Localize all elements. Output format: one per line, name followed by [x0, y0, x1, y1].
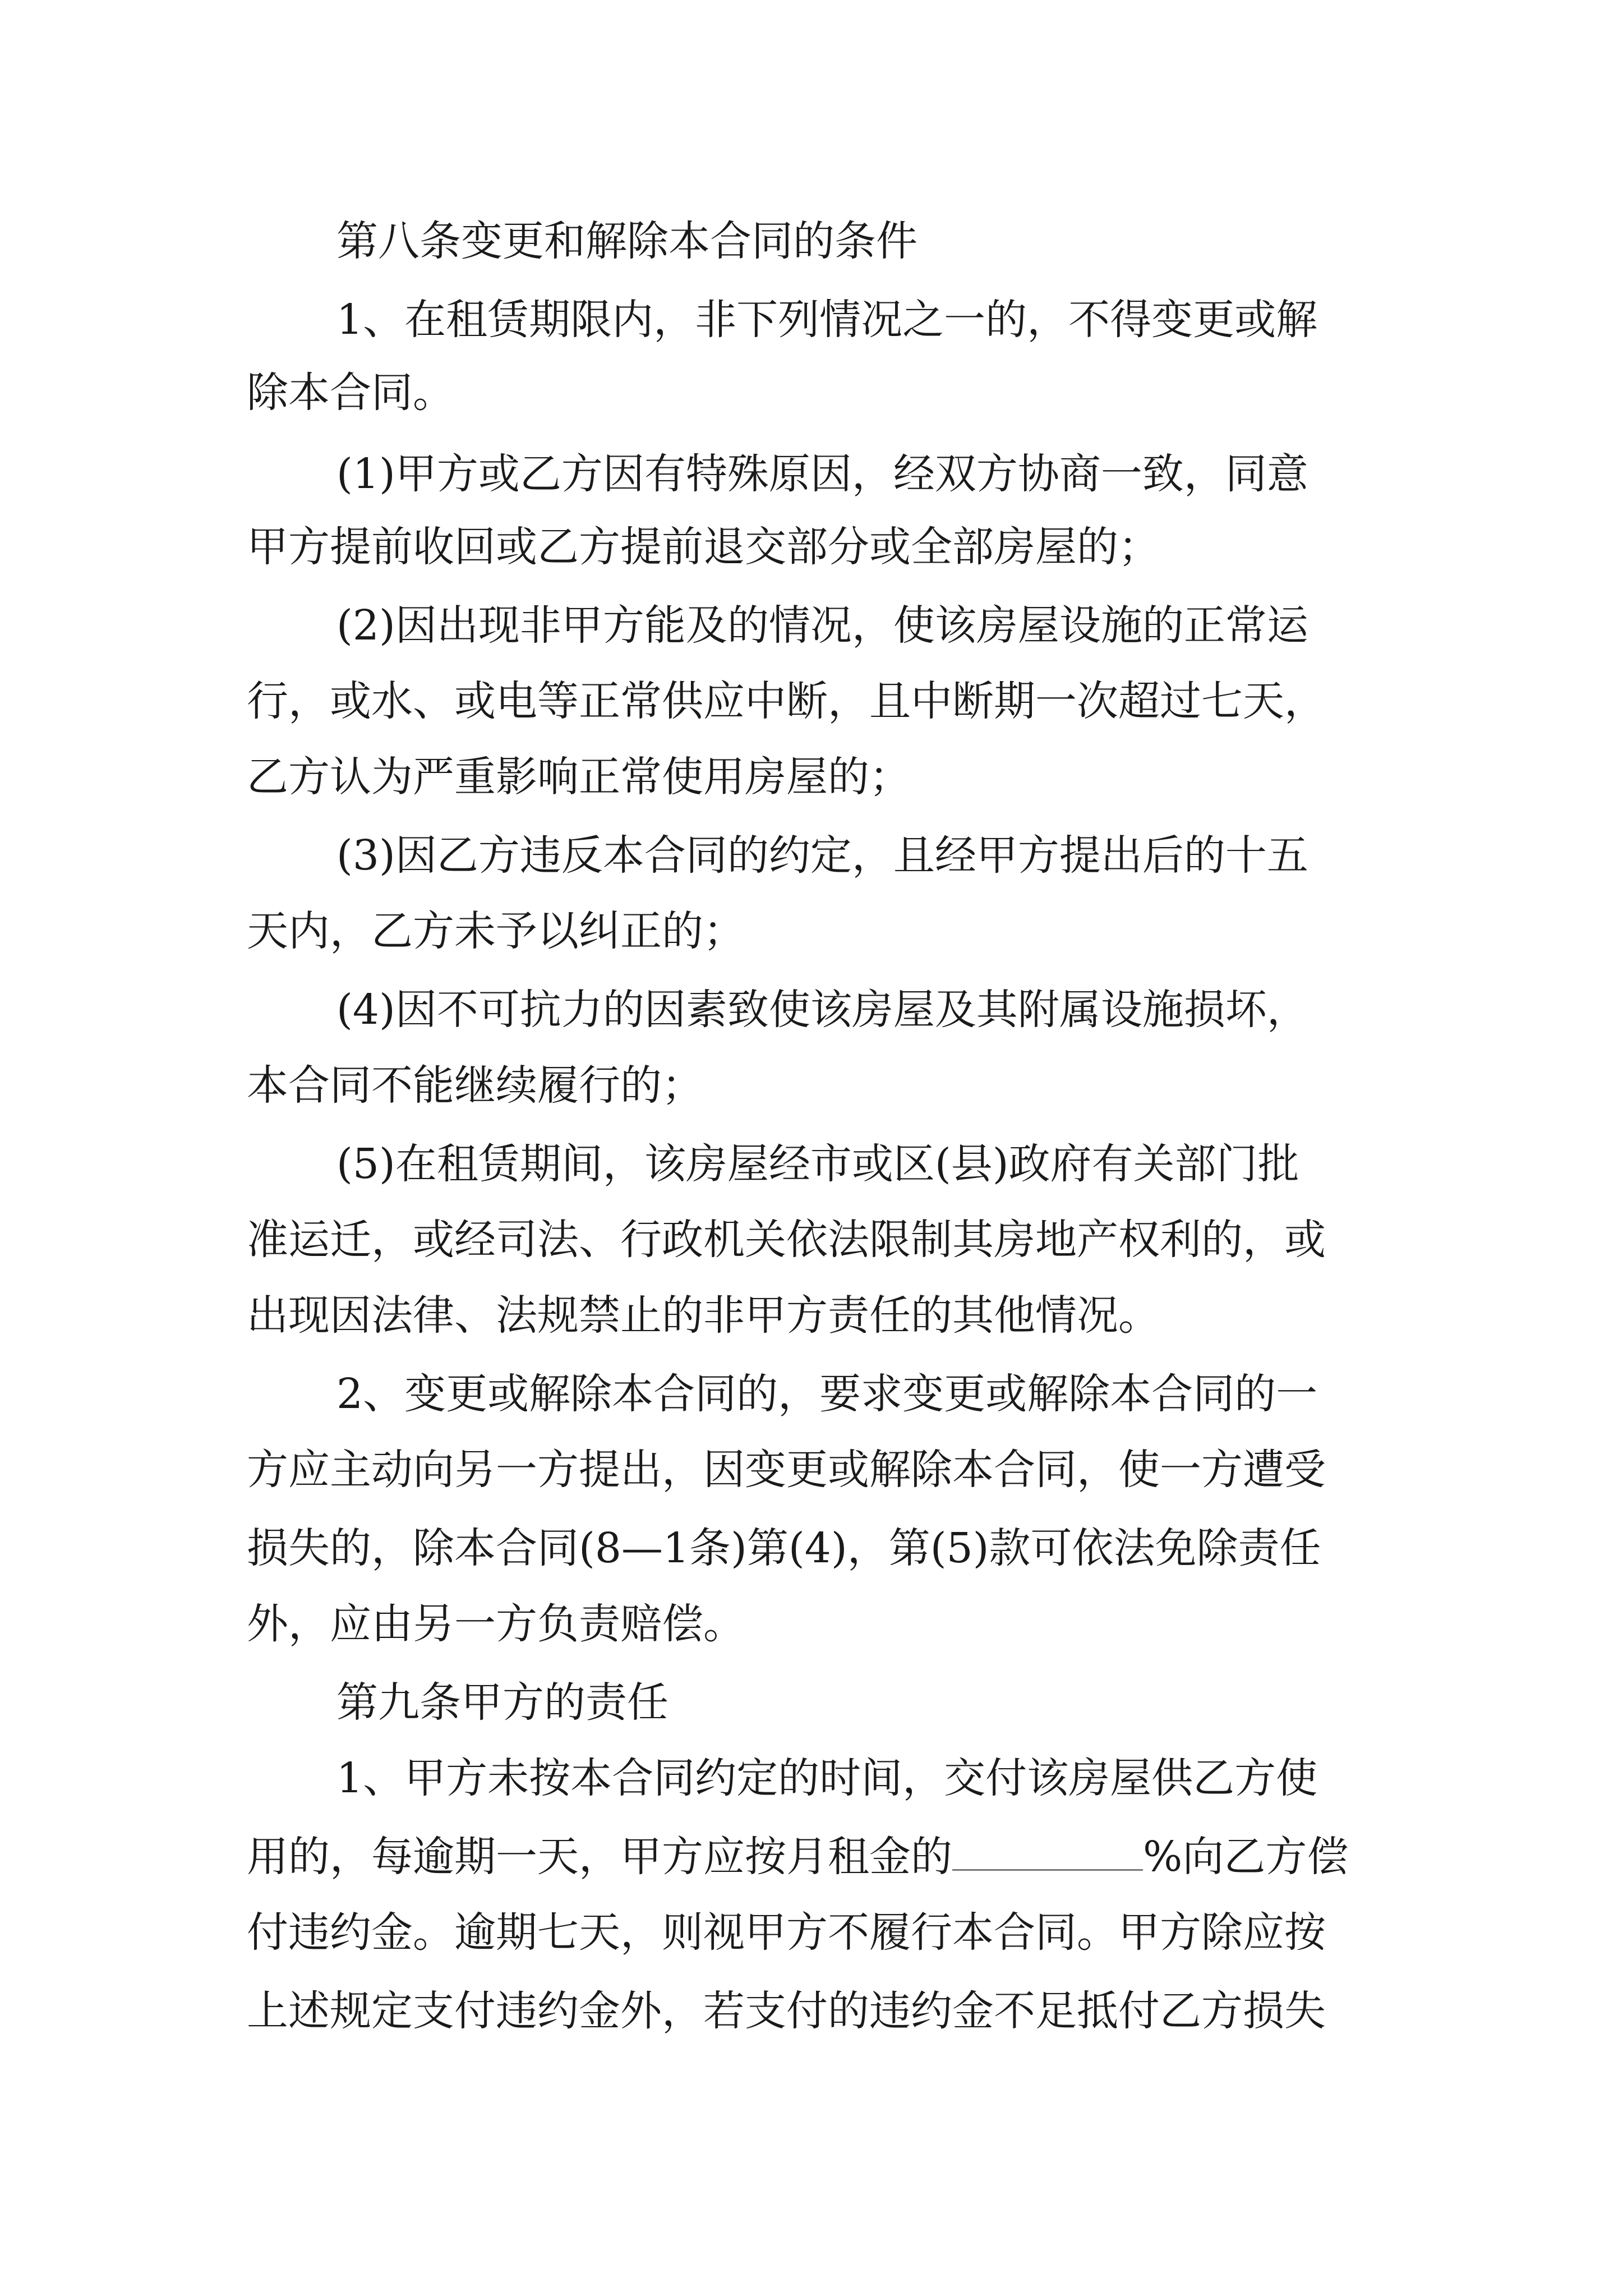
- paragraph-line: 损失的，除本合同(8—1条)第(4)，第(5)款可依法免除责任: [247, 1524, 1321, 1572]
- paragraph-line: (5)在租赁期间，该房屋经市或区(县)政府有关部门批: [336, 1140, 1299, 1188]
- paragraph-line: (3)因乙方违反本合同的约定，且经甲方提出后的十五: [336, 831, 1308, 880]
- fill-in-blank[interactable]: [952, 1832, 1143, 1871]
- paragraph-line: 出现因法律、法规禁止的非甲方责任的其他情况。: [247, 1291, 1160, 1340]
- paragraph-line: 2、变更或解除本合同的，要求变更或解除本合同的一: [336, 1370, 1318, 1418]
- paragraph-line: 除本合同。: [247, 369, 454, 417]
- paragraph-line: 方应主动向另一方提出，因变更或解除本合同，使一方遭受: [247, 1446, 1326, 1494]
- paragraph-line-with-blank: [247, 1823, 1348, 1890]
- paragraph-line: 上述规定支付违约金外，若支付的违约金不足抵付乙方损失: [247, 1987, 1326, 2035]
- text-before-blank: 用的，每逾期一天，甲方应按月租金的: [247, 1833, 952, 1881]
- paragraph-line: 甲方提前收回或乙方提前退交部分或全部房屋的；: [247, 523, 1160, 571]
- paragraph-line: 付违约金。逾期七天，则视甲方不履行本合同。甲方除应按: [247, 1908, 1326, 1957]
- paragraph-line: (4)因不可抗力的因素致使该房屋及其附属设施损坏，: [336, 986, 1308, 1034]
- text-after-blank: %向乙方偿: [1143, 1833, 1349, 1881]
- paragraph-line: 1、在租赁期限内，非下列情况之一的，不得变更或解: [336, 296, 1318, 344]
- paragraph-line: 天内，乙方未予以纠正的；: [247, 907, 745, 955]
- paragraph-line: 1、甲方未按本合同约定的时间，交付该房屋供乙方使: [336, 1754, 1318, 1802]
- paragraph-line: 乙方认为严重影响正常使用房屋的；: [247, 753, 911, 801]
- paragraph-line: 准运迁，或经司法、行政机关依法限制其房地产权利的，或: [247, 1216, 1326, 1264]
- article-8-heading: 第八条变更和解除本合同的条件: [336, 217, 917, 265]
- paragraph-line: 行，或水、或电等正常供应中断，且中断期一次超过七天，: [247, 677, 1326, 725]
- paragraph-line: (1)甲方或乙方因有特殊原因，经双方协商一致，同意: [336, 450, 1308, 498]
- paragraph-line: (2)因出现非甲方能及的情况，使该房屋设施的正常运: [336, 601, 1308, 650]
- article-9-heading: 第九条甲方的责任: [336, 1678, 668, 1727]
- paragraph-line: 本合同不能继续履行的；: [247, 1061, 703, 1110]
- paragraph-line: 外，应由另一方负责赔偿。: [247, 1600, 745, 1648]
